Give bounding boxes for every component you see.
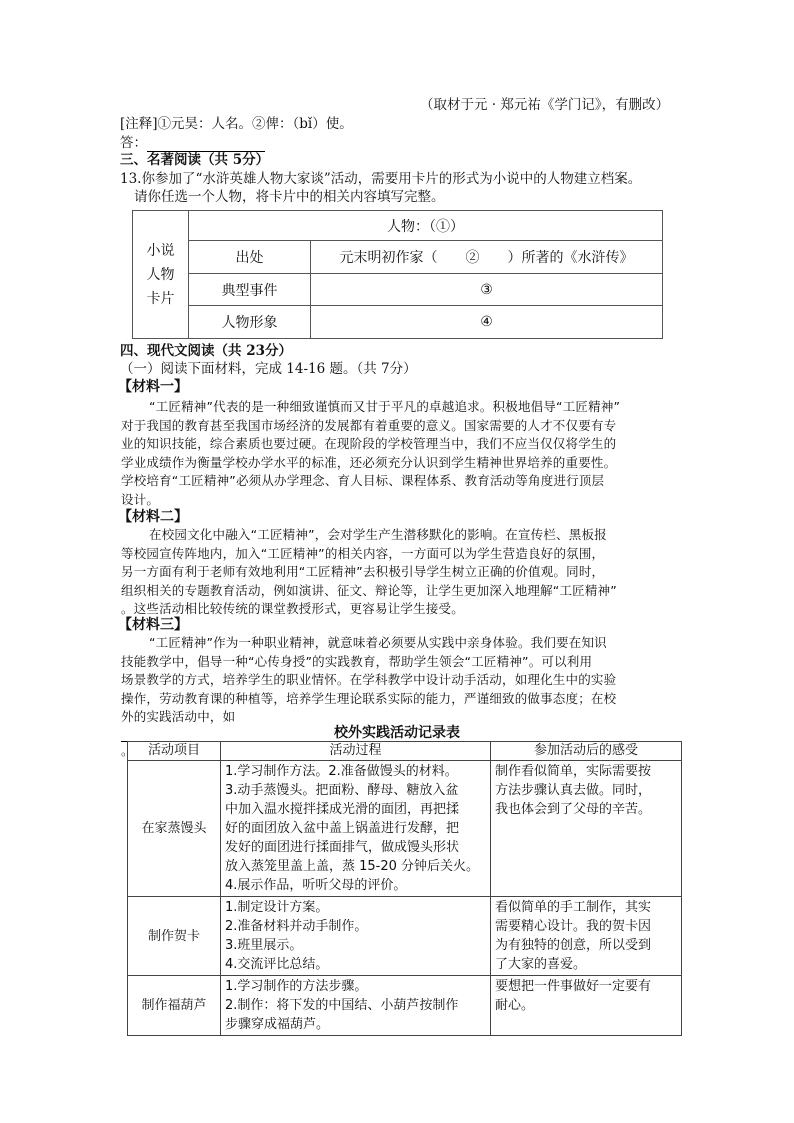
paragraph-line: 操作，劳动教育课的种植等，培养学生理论联系实际的能力，严谨细致的做事态度；在校 bbox=[121, 690, 617, 706]
material1-title: 【材料一】 bbox=[118, 379, 188, 395]
table-row bbox=[128, 761, 682, 897]
record-header: 活动过程 bbox=[221, 742, 491, 761]
activity-feeling: 看似简单的手工制作，其实 需要精心设计。我的贺卡因 为有独特的创意，所以受到 了大家的喜爱。 bbox=[491, 897, 682, 976]
paragraph-line: 技能教学中，倡导一种“心传身授”的实践教育，帮助学生领会“工匠精神”。可以利用 bbox=[121, 653, 593, 669]
card-row-label: 出处 bbox=[189, 241, 311, 274]
activity-process: 1.学习制作的方法步骤。 2.制作：将下发的中国结、小葫芦按制作 步骤穿成福葫芦。 bbox=[221, 976, 491, 1036]
paragraph-line: 等校园宣传阵地内，加入“工匠精神”的相关内容，一方面可以为学生营造良好的氛围， bbox=[121, 545, 605, 561]
material2-paragraph bbox=[121, 526, 681, 619]
activity-process: 1.制定设计方案。 2.准备材料并动手制作。 3.班里展示。 4.交流评比总结。 bbox=[221, 897, 491, 976]
paragraph-line: “工匠精神”代表的是一种细致谨慎而又甘于平凡的卓越追求。积极地倡导“工匠精神” bbox=[149, 399, 621, 414]
paragraph-line: 。这些活动相比较传统的课堂教授形式，更容易让学生接受。 bbox=[121, 601, 464, 617]
card-row-value: 元末明初作家（ ② ）所著的《水浒传》 bbox=[311, 241, 663, 274]
activity-process: 1.学习制作方法。2.准备做馒头的材料。 3.动手蒸馒头。把面粉、酵母、糖放入盆 中加入温水搅拌揉成光滑的面团，再把揉 好的面团放入盆中盖上锅盖进行发酵，把 发好的面团进行揉面排气，做成馒头形状 放入蒸笼里盖上盖，蒸 15-20 分钟后关火。 4.展示作品，听听父母的评价。 bbox=[221, 761, 491, 897]
character-card-table bbox=[132, 210, 663, 339]
note-line: [注释]①元昊：人名。②俾：（bǐ）使。 bbox=[120, 116, 353, 132]
paragraph-line: 业的知识技能，综合素质也要过硬。在现阶段的学校管理当中，我们不应当仅仅将学生的 bbox=[121, 436, 617, 452]
record-table bbox=[127, 741, 682, 1036]
paragraph-line: 学校培育“工匠精神”必须从办学理念、育人目标、课程体系、教育活动等角度进行顶层 bbox=[121, 473, 605, 489]
card-side-label: 小说 人物 卡片 bbox=[133, 211, 189, 339]
activity-name: 制作福葫芦 bbox=[128, 976, 221, 1036]
paragraph-line-with-blank: 外的实践活动中，如 。 bbox=[121, 709, 236, 758]
answer-line bbox=[120, 134, 265, 152]
paragraph-line: 在校园文化中融入“工匠精神”，会对学生产生潜移默化的影响。在宣传栏、黑板报 bbox=[149, 527, 607, 542]
record-header: 活动项目 bbox=[128, 742, 221, 761]
activity-name: 在家蒸馒头 bbox=[128, 761, 221, 897]
record-header: 参加活动后的感受 bbox=[491, 742, 682, 761]
table-row bbox=[128, 897, 682, 976]
card-row-value: ④ bbox=[311, 306, 663, 339]
paragraph-line: “工匠精神”作为一种职业精神，就意味着必须要从实践中亲身体验。我们要在知识 bbox=[149, 635, 607, 650]
answer-blank[interactable] bbox=[147, 137, 265, 152]
q13-line-1: 13.你参加了“水浒英雄人物大家谈”活动，需要用卡片的形式为小说中的人物建立档案。 bbox=[120, 171, 642, 187]
section4-title: 四、现代文阅读（共 23分） bbox=[120, 343, 292, 359]
paragraph-line: 学业成绩作为衡量学校办学水平的标准，还必须充分认识到学生精神世界培养的重要性。 bbox=[121, 454, 617, 470]
material3-title: 【材料三】 bbox=[118, 617, 188, 633]
table-row bbox=[128, 976, 682, 1036]
card-row-value: ③ bbox=[311, 274, 663, 306]
record-table-title: 校外实践活动记录表 bbox=[334, 725, 460, 741]
card-row-label: 人物形象 bbox=[189, 306, 311, 339]
paragraph-line: 对于我国的教育甚至我国市场经济的发展都有着重要的意义。国家需要的人才不仅要有专 bbox=[121, 417, 617, 433]
answer-label: 答： bbox=[120, 135, 147, 151]
part1-line: （一）阅读下面材料，完成 14-16 题。（共 7分） bbox=[120, 361, 417, 377]
card-row-label: 典型事件 bbox=[189, 274, 311, 306]
paragraph-line: 另一方面有利于老师有效地利用“工匠精神”去积极引导学生树立正确的价值观。同时， bbox=[121, 564, 605, 580]
paragraph-line: 场景教学的方式，培养学生的职业情怀。在学科教学中设计动手活动，如理化生中的实验 bbox=[121, 672, 617, 688]
material1-paragraph bbox=[121, 398, 681, 510]
activity-feeling: 制作看似简单，实际需要按 方法步骤认真去做。同时， 我也体会到了父母的辛苦。 bbox=[491, 761, 682, 897]
source-line: （取材于元 · 郑元祐《学门记》，有删改） bbox=[420, 97, 670, 113]
section3-title: 三、名著阅读（共 5分） bbox=[120, 152, 270, 168]
paragraph-line: 设计。 bbox=[121, 491, 160, 507]
material2-title: 【材料二】 bbox=[118, 509, 188, 525]
activity-feeling: 要想把一件事做好一定要有 耐心。 bbox=[491, 976, 682, 1036]
paragraph-line: 组织相关的专题教育活动，例如演讲、征文、辩论等，让学生更加深入地理解“工匠精神” bbox=[121, 582, 617, 598]
activity-name: 制作贺卡 bbox=[128, 897, 221, 976]
q13-line-2: 请你任选一个人物，将卡片中的相关内容填写完整。 bbox=[134, 189, 445, 205]
card-person-row: 人物：（①） bbox=[189, 211, 663, 241]
